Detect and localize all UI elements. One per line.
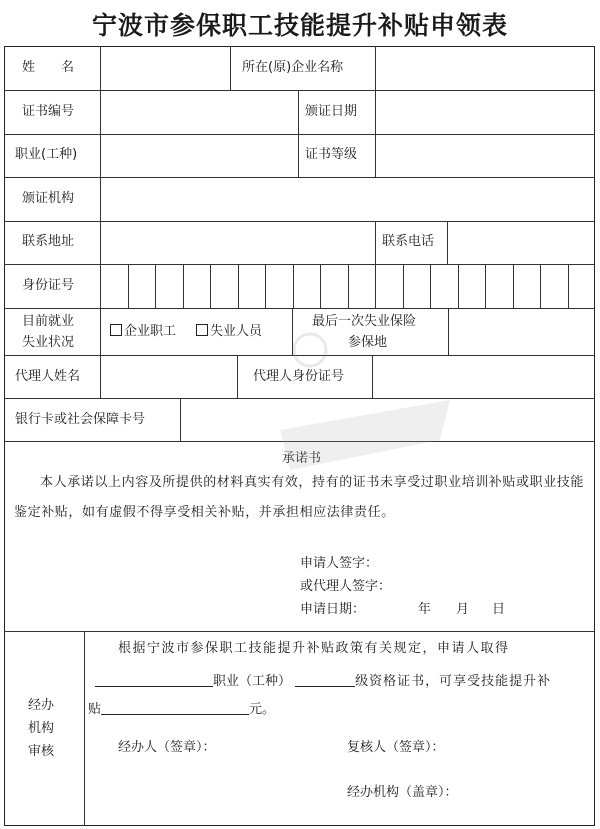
col-divider <box>84 631 85 826</box>
last-insurance-label-line2: 参保地 <box>348 335 388 350</box>
cert-no-label: 证书编号 <box>22 104 75 119</box>
agent-signature-label: 或代理人签字： <box>300 579 392 594</box>
col-divider <box>100 308 101 356</box>
issuer-label: 颁证机构 <box>22 191 75 206</box>
cert-level-blank[interactable] <box>295 672 355 687</box>
id-digit-cell[interactable] <box>376 265 402 307</box>
review-label-line3: 审核 <box>28 744 55 759</box>
pledge-heading: 承诺书 <box>282 451 322 466</box>
row-divider <box>4 441 595 442</box>
review-line3 <box>88 700 275 719</box>
occupation-input[interactable] <box>101 135 297 177</box>
id-no-label: 身份证号 <box>22 278 75 293</box>
checkbox-employee[interactable] <box>110 324 122 336</box>
col-divider <box>375 221 376 265</box>
id-digit-cell[interactable] <box>569 265 595 307</box>
review-text-occupation: 职业（工种） <box>213 674 292 689</box>
employer-input[interactable] <box>376 47 593 89</box>
handler-signature-label: 经办人（签章）： <box>118 740 216 755</box>
id-digit-cell[interactable] <box>266 265 292 307</box>
occupation-label: 职业(工种) <box>15 147 78 162</box>
review-text-level: 级资格证书，可享受技能提升补 <box>355 674 552 689</box>
last-insurance-input[interactable] <box>449 309 593 354</box>
page-title: 宁波市参保职工技能提升补贴申领表 <box>91 11 508 40</box>
agency-seal-label: 经办机构（盖章）： <box>347 785 458 800</box>
review-label-line2: 机构 <box>28 721 55 736</box>
id-digit-cell[interactable] <box>156 265 182 307</box>
id-digit-cell[interactable] <box>184 265 210 307</box>
id-digit-cell[interactable] <box>211 265 237 307</box>
review-text-subsidy: 贴 <box>88 702 102 717</box>
issuer-input[interactable] <box>101 178 593 220</box>
date-year: 年 <box>418 602 432 617</box>
col-divider <box>298 90 299 178</box>
cert-level-input[interactable] <box>376 135 593 177</box>
agent-id-label: 代理人身份证号 <box>253 369 345 384</box>
bank-card-input[interactable] <box>181 399 593 441</box>
date-month: 月 <box>456 602 470 617</box>
review-text-yuan: 元。 <box>249 702 276 717</box>
cert-no-input[interactable] <box>101 91 297 133</box>
col-divider <box>230 46 231 91</box>
cert-occupation-blank[interactable] <box>95 672 213 687</box>
agent-name-label: 代理人姓名 <box>15 369 81 384</box>
review-text-line1: 根据宁波市参保职工技能提升补贴政策有关规定，申请人取得 <box>118 641 510 656</box>
id-digit-cell[interactable] <box>541 265 567 307</box>
pledge-text: 本人承诺以上内容及所提供的材料真实有效，持有的证书未享受过职业培训补贴或职业技能鉴定补贴，如有虚假不得享受相关补贴，并承担相应法律责任。 <box>14 475 585 520</box>
date-day: 日 <box>492 602 506 617</box>
apply-date-label: 申请日期： <box>300 602 366 617</box>
id-digit-cell[interactable] <box>101 265 127 307</box>
option-unemployed[interactable] <box>196 323 262 341</box>
status-label-line2: 失业状况 <box>22 335 75 350</box>
status-label-line1: 目前就业 <box>22 314 75 329</box>
review-label-line1: 经办 <box>28 698 55 713</box>
id-digit-cell[interactable] <box>321 265 347 307</box>
id-digit-cell[interactable] <box>514 265 540 307</box>
option-unemployed-text: 失业人员 <box>210 324 263 339</box>
name-label: 姓 名 <box>22 60 75 75</box>
id-digit-cell[interactable] <box>404 265 430 307</box>
phone-label: 联系电话 <box>382 234 435 249</box>
id-digit-cell[interactable] <box>349 265 375 307</box>
review-line2 <box>95 672 551 691</box>
agent-id-input[interactable] <box>373 356 593 398</box>
agent-name-input[interactable] <box>101 356 236 398</box>
name-input[interactable] <box>101 47 229 89</box>
applicant-signature-label: 申请人签字： <box>300 556 379 571</box>
checkbox-unemployed[interactable] <box>196 324 208 336</box>
id-digit-cell[interactable] <box>459 265 485 307</box>
id-digit-cell[interactable] <box>431 265 457 307</box>
id-digit-cell[interactable] <box>294 265 320 307</box>
col-divider <box>292 308 293 356</box>
id-digit-cell[interactable] <box>486 265 512 307</box>
address-label: 联系地址 <box>22 234 75 249</box>
id-digit-cell[interactable] <box>129 265 155 307</box>
subsidy-amount-blank[interactable] <box>101 700 249 715</box>
bank-card-label: 银行卡或社会保障卡号 <box>15 412 146 427</box>
issue-date-input[interactable] <box>376 91 593 133</box>
issue-date-label: 颁证日期 <box>305 104 358 119</box>
reviewer-signature-label: 复核人（签章）： <box>347 740 445 755</box>
option-employee[interactable] <box>110 323 176 341</box>
option-employee-text: 企业职工 <box>124 324 177 339</box>
address-input[interactable] <box>101 222 374 264</box>
row-divider <box>4 631 595 632</box>
id-digit-cell[interactable] <box>239 265 265 307</box>
phone-input[interactable] <box>448 222 593 264</box>
cert-level-label: 证书等级 <box>305 147 358 162</box>
employer-label: 所在(原)企业名称 <box>242 60 344 75</box>
col-divider <box>237 355 238 399</box>
last-insurance-label-line1: 最后一次失业保险 <box>312 314 417 329</box>
